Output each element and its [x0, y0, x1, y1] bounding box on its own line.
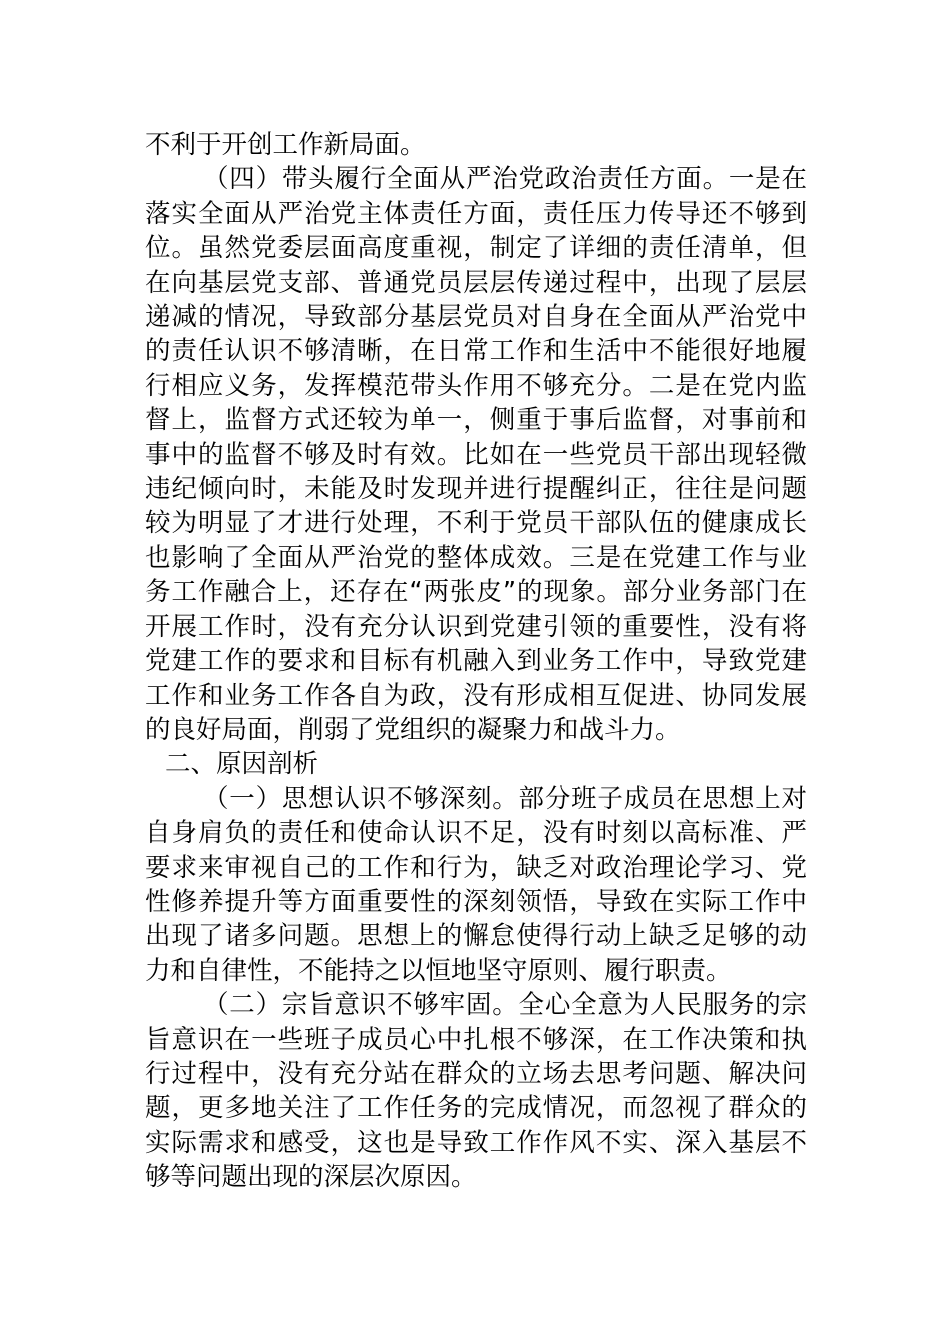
continuation-paragraph: 不利于开创工作新局面。: [145, 130, 426, 160]
paragraph-one: （一）思想认识不够深刻。部分班子成员在思想上对自身肩负的责任和使命认识不足，没有时刻以高标准、严要求来审视自己的工作和行为，缺乏对政治理论学习、党性修养提升等方面重要性的深刻领悟，导致在实际工作中出现了诸多问题。思想上的懈怠使得行动上缺乏足够的动力和自律性，不能持之以恒地坚守原则、履行职责。: [145, 783, 807, 986]
document-body: [145, 128, 807, 1195]
paragraph-four: （四）带头履行全面从严治党政治责任方面。一是在落实全面从严治党主体责任方面，责任压力传导还不够到位。虽然党委层面高度重视，制定了详细的责任清单，但在向基层党支部、普通党员层层传递过程中，出现了层层递减的情况，导致部分基层党员对自身在全面从严治党中的责任认识不够清晰，在日常工作和生活中不能很好地履行相应义务，发挥模范带头作用不够充分。二是在党内监督上，监督方式还较为单一，侧重于事后监督，对事前和事中的监督不够及时有效。比如在一些党员干部出现轻微违纪倾向时，未能及时发现并进行提醒纠正，往往是问题较为明显了才进行处理，不利于党员干部队伍的健康成长也影响了全面从严治党的整体成效。三是在党建工作与业务工作融合上，还存在“两张皮”的现象。部分业务部门在开展工作时，没有充分认识到党建引领的重要性，没有将党建工作的要求和目标有机融入到业务工作中，导致党建工作和业务工作各自为政，没有形成相互促进、协同发展的良好局面，削弱了党组织的凝聚力和战斗力。: [145, 164, 807, 745]
paragraph-two: （二）宗旨意识不够牢固。全心全意为人民服务的宗旨意识在一些班子成员心中扎根不够深，在工作决策和执行过程中，没有充分站在群众的立场去思考问题、解决问题，更多地关注了工作任务的完成情况，而忽视了群众的实际需求和感受，这也是导致工作作风不实、深入基层不够等问题出现的深层次原因。: [145, 990, 807, 1193]
section-heading: 二、原因剖析: [165, 749, 319, 780]
